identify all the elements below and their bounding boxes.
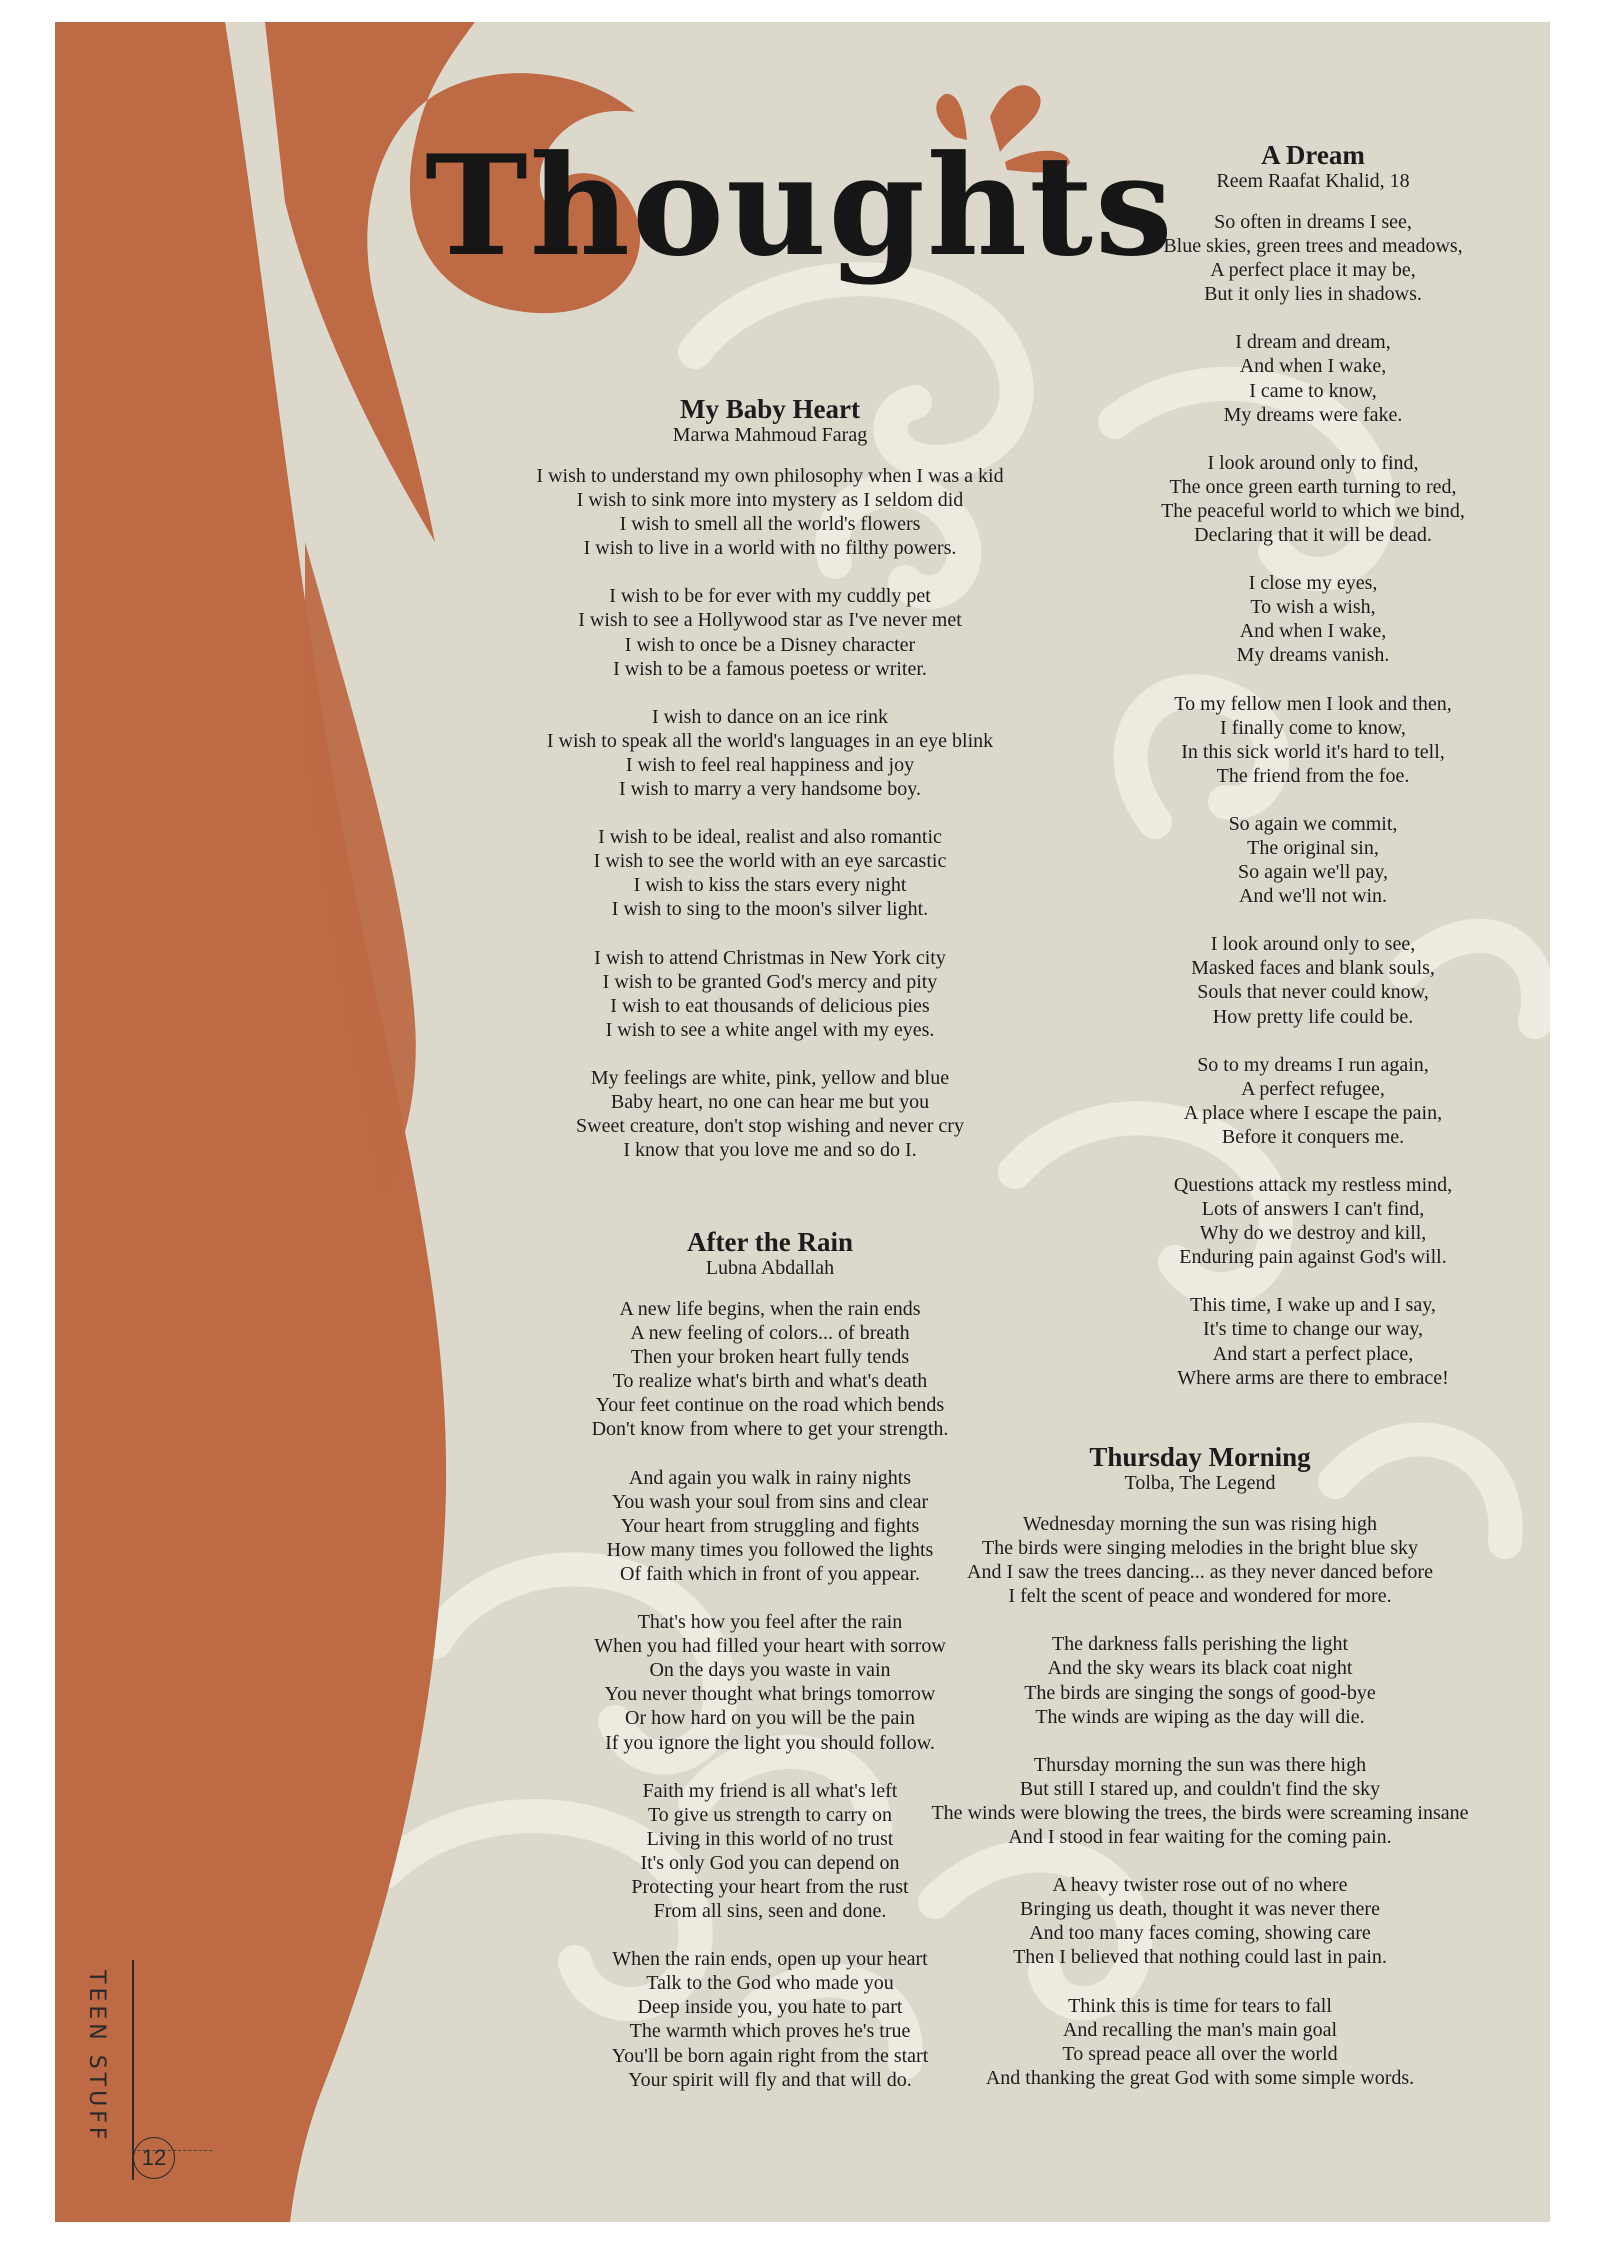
poem-line: Deep inside you, you hate to part <box>637 1996 903 2019</box>
poem-line: And start a perfect place, <box>1212 1342 1414 1365</box>
poem-line: Questions attack my restless mind, <box>1173 1174 1453 1196</box>
poem-line: Before it conquers me. <box>1221 1125 1405 1148</box>
poem-line: Faith my friend is all what's left <box>642 1779 898 1802</box>
poem-line: That's how you feel after the rain <box>637 1611 903 1634</box>
poem-line: Don't know from where to get your strength. <box>591 1418 949 1441</box>
poem-line: I wish to attend Christmas in New York city <box>594 946 946 969</box>
page-number: 12 <box>133 2137 175 2179</box>
poem-stanza <box>440 705 1100 801</box>
poem-stanza <box>1103 451 1523 547</box>
poem-line: If you ignore the light you should follow. <box>605 1731 935 1754</box>
poem-line: I wish to sink more into mystery as I seldom did <box>576 489 964 512</box>
poem-line: To realize what's birth and what's death <box>612 1370 928 1393</box>
poem-line: And recalling the man's main goal <box>1062 2018 1338 2041</box>
poem-line: A new life begins, when the rain ends <box>619 1298 921 1320</box>
poem-stanza <box>440 946 1100 1042</box>
poem-stanza <box>855 1753 1545 1849</box>
poem-line: And I stood in fear waiting for the coming pain. <box>1008 1826 1392 1849</box>
poem-line: How many times you followed the lights <box>606 1538 934 1561</box>
poem-line: To give us strength to carry on <box>647 1803 893 1826</box>
poem-line: And the sky wears its black coat night <box>1047 1657 1353 1680</box>
poem-line: The peaceful world to which we bind, <box>1161 499 1465 522</box>
footer-rule <box>132 1960 134 2180</box>
poem-stanza <box>1103 1173 1523 1269</box>
poem-line: A place where I escape the pain, <box>1183 1101 1443 1124</box>
poem-line: You wash your soul from sins and clear <box>611 1490 929 1513</box>
poem-author: Reem Raafat Khalid, 18 <box>1216 170 1410 192</box>
poem-line: I wish to be granted God's mercy and pity <box>602 970 938 993</box>
poem-stanza <box>1103 1053 1523 1149</box>
poem-line: On the days you waste in vain <box>649 1659 891 1682</box>
poem-line: Your spirit will fly and that will do. <box>628 2068 912 2091</box>
poem-line: From all sins, seen and done. <box>653 1900 887 1923</box>
poem-line: Souls that never could know, <box>1197 981 1429 1004</box>
poem-line: And too many faces coming, showing care <box>1029 1922 1371 1945</box>
poem-line: Or how hard on you will be the pain <box>625 1707 915 1730</box>
poem-line: This time, I wake up and I say, <box>1190 1294 1436 1317</box>
poem-line: And thanking the great God with some simple words. <box>985 2066 1415 2089</box>
poem-stanza <box>1103 571 1523 667</box>
poem-line: I wish to marry a very handsome boy. <box>619 778 921 801</box>
poem-stanza <box>1103 330 1523 426</box>
poem-stanza <box>855 1873 1545 1969</box>
poem-stanza <box>440 1066 1100 1162</box>
poem-line: Enduring pain against God's will. <box>1179 1246 1447 1269</box>
poem-stanza <box>855 1994 1545 2090</box>
poem-line: Lots of answers I can't find, <box>1201 1198 1425 1221</box>
magazine-name: TEEN STUFF <box>84 1970 109 2144</box>
poem-line: A new feeling of colors... of breath <box>630 1322 910 1345</box>
poem-line: Masked faces and blank souls, <box>1191 957 1435 980</box>
poem-line: And when I wake, <box>1239 620 1387 643</box>
poem-line: And again you walk in rainy nights <box>628 1466 912 1489</box>
poem-line: A perfect refugee, <box>1241 1077 1385 1100</box>
poem-line: I wish to kiss the stars every night <box>633 874 907 897</box>
poem-stanza <box>855 1512 1545 1608</box>
poem-line: I look around only to see, <box>1210 933 1416 956</box>
poem-line: I wish to sing to the moon's silver light. <box>611 898 929 921</box>
poem-line: To wish a wish, <box>1250 596 1376 619</box>
poem-title: Thursday Morning <box>1089 1442 1311 1472</box>
poem-line: I wish to be a famous poetess or writer. <box>613 657 927 680</box>
poem-line: A heavy twister rose out of no where <box>1052 1874 1348 1897</box>
poem-line: But still I stared up, and couldn't find the sky <box>1019 1777 1381 1800</box>
poem-line: The friend from the foe. <box>1216 764 1410 787</box>
poem-line: You never thought what brings tomorrow <box>604 1683 936 1706</box>
poem-title: My Baby Heart <box>680 394 860 424</box>
poem-line: I wish to eat thousands of delicious pies <box>610 994 930 1017</box>
poem-line: I felt the scent of peace and wondered for more. <box>1008 1585 1392 1608</box>
poem-line: To spread peace all over the world <box>1062 2042 1338 2065</box>
poem-stanza <box>1103 932 1523 1028</box>
poem-line: Sweet creature, don't stop wishing and never cry <box>576 1115 964 1138</box>
poem-line: Blue skies, green trees and meadows, <box>1163 235 1463 258</box>
poem-line: I wish to smell all the world's flowers <box>619 513 921 536</box>
poem-line: But it only lies in shadows. <box>1204 283 1422 306</box>
poem-line: I look around only to find, <box>1207 451 1419 474</box>
poem-line: I wish to live in a world with no filthy powers. <box>583 537 957 560</box>
poem-line: So to my dreams I run again, <box>1197 1053 1429 1076</box>
poem-title: After the Rain <box>687 1227 853 1257</box>
poem-line: I wish to speak all the world's languages in an eye blink <box>546 729 994 752</box>
poem-line: You'll be born again right from the start <box>611 2044 929 2067</box>
poem-line: When you had filled your heart with sorrow <box>594 1635 946 1658</box>
poem-stanza <box>1103 210 1523 306</box>
poem-line: I wish to once be a Disney character <box>624 633 916 656</box>
poem-author: Marwa Mahmoud Farag <box>672 424 868 446</box>
poem-line: The birds are singing the songs of good-bye <box>1024 1681 1376 1704</box>
poem-line: And when I wake, <box>1239 355 1387 378</box>
poem-line: The darkness falls perishing the light <box>1051 1633 1349 1656</box>
poem-line: I know that you love me and so do I. <box>623 1139 917 1162</box>
poem-line: The once green earth turning to red, <box>1169 475 1457 498</box>
poem-stanza <box>1103 692 1523 788</box>
poem-author: Tolba, The Legend <box>1124 1472 1276 1494</box>
poem-line: I wish to be ideal, realist and also romantic <box>598 826 942 849</box>
poem-line: I close my eyes, <box>1248 572 1378 595</box>
poem-line: The original sin, <box>1247 836 1379 859</box>
poem-line: Why do we destroy and kill, <box>1199 1222 1427 1245</box>
poem-line: I wish to understand my own philosophy when I was a kid <box>536 465 1004 487</box>
poem-line: Your heart from struggling and fights <box>620 1514 920 1537</box>
poem-line: I wish to feel real happiness and joy <box>625 753 915 776</box>
poem-stanza <box>440 825 1100 921</box>
poem-line: So again we commit, <box>1228 812 1398 835</box>
poem-thursday-morning <box>855 1442 1545 2114</box>
poem-line: Bringing us death, thought it was never there <box>1020 1898 1380 1921</box>
poem-line: Talk to the God who made you <box>646 1972 894 1995</box>
page-title: Thoughts <box>425 124 1175 287</box>
poem-stanza <box>855 1632 1545 1728</box>
poem-line: Declaring that it will be dead. <box>1194 524 1432 547</box>
poem-line: I came to know, <box>1249 379 1377 402</box>
magazine-page <box>55 22 1550 2222</box>
poem-a-dream <box>1103 140 1523 1414</box>
poem-line: Of faith which in front of you appear. <box>620 1562 920 1585</box>
poem-line: My dreams were fake. <box>1223 403 1403 426</box>
poem-line: Then your broken heart fully tends <box>630 1346 910 1369</box>
poem-line: I wish to be for ever with my cuddly pet <box>609 585 931 608</box>
poem-line: It's time to change our way, <box>1202 1318 1424 1341</box>
poem-title: A Dream <box>1261 140 1365 170</box>
poem-stanza <box>440 1297 1100 1442</box>
poem-line: Protecting your heart from the rust <box>631 1875 909 1898</box>
poem-line: The winds are wiping as the day will die. <box>1035 1705 1365 1728</box>
poem-line: Thursday morning the sun was there high <box>1033 1753 1367 1776</box>
poem-line: I finally come to know, <box>1220 716 1406 739</box>
poem-line: Wednesday morning the sun was rising high <box>1023 1513 1377 1535</box>
poem-stanza <box>440 464 1100 560</box>
poem-line: My feelings are white, pink, yellow and blue <box>590 1066 950 1089</box>
poem-line: In this sick world it's hard to tell, <box>1181 740 1445 763</box>
poem-line: I wish to dance on an ice rink <box>651 705 889 728</box>
poem-line: It's only God you can depend on <box>640 1851 900 1874</box>
poem-line: So again we'll pay, <box>1237 861 1389 884</box>
poem-line: To my fellow men I look and then, <box>1174 692 1452 715</box>
poem-stanza <box>1103 1293 1523 1389</box>
poem-line: Your feet continue on the road which bends <box>595 1394 945 1417</box>
poem-line: The warmth which proves he's true <box>629 2020 911 2043</box>
poem-line: Where arms are there to embrace! <box>1177 1366 1449 1389</box>
poem-line: A perfect place it may be, <box>1210 259 1416 282</box>
poem-line: And I saw the trees dancing... as they never danced before <box>967 1561 1433 1584</box>
poem-line: How pretty life could be. <box>1212 1005 1414 1028</box>
poem-line: I dream and dream, <box>1235 331 1391 354</box>
poem-stanza <box>440 584 1100 680</box>
poem-line: The winds were blowing the trees, the birds were screaming insane <box>931 1801 1469 1824</box>
poem-my-baby-heart <box>440 394 1100 1186</box>
poem-line: Baby heart, no one can hear me but you <box>610 1090 930 1113</box>
poem-line: When the rain ends, open up your heart <box>612 1948 928 1971</box>
poem-line: So often in dreams I see, <box>1214 211 1412 233</box>
poem-line: And we'll not win. <box>1238 885 1388 908</box>
poem-line: Think this is time for tears to fall <box>1068 1994 1332 2017</box>
poem-line: My dreams vanish. <box>1236 644 1390 667</box>
poem-line: I wish to see the world with an eye sarcastic <box>593 850 947 873</box>
poem-line: The birds were singing melodies in the bright blue sky <box>981 1537 1419 1560</box>
poem-line: Then I believed that nothing could last in pain. <box>1013 1946 1387 1969</box>
poem-line: Living in this world of no trust <box>646 1827 894 1850</box>
poem-line: I wish to see a Hollywood star as I've never met <box>578 609 962 632</box>
poem-stanza <box>1103 812 1523 908</box>
poem-line: I wish to see a white angel with my eyes. <box>605 1018 935 1041</box>
poem-author: Lubna Abdallah <box>705 1257 835 1279</box>
